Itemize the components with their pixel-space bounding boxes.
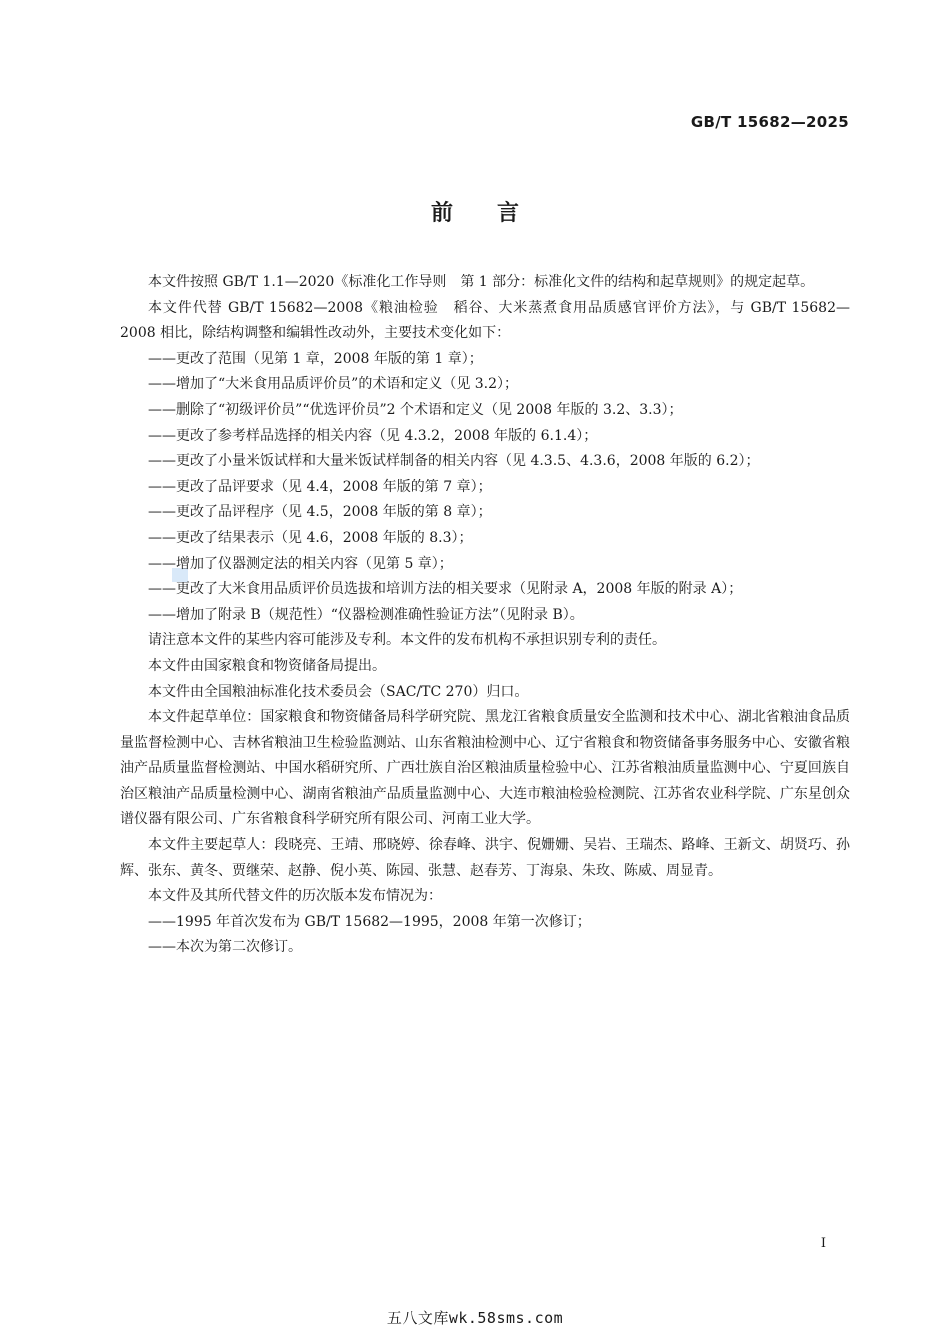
paragraph-replaces: 本文件代替 GB/T 15682—2008《粮油检验 稻谷、大米蒸煮食用品质感官评价方法》，与 GB/T 15682—2008 相比，除结构调整和编辑性改动外，主要技术变化如下： bbox=[120, 299, 850, 342]
page-title: 前言 bbox=[430, 201, 563, 226]
change-item: ——更改了品评程序（见 4.5，2008 年版的第 8 章）； bbox=[148, 504, 492, 521]
change-item: ——删除了“初级评价员”“优选评价员”2 个术语和定义（见 2008 年版的 3.2、3.3）； bbox=[148, 401, 683, 418]
paragraph-drafting-units: 本文件起草单位：国家粮食和物资储备局科学研究院、黑龙江省粮食质量安全监测和技术中心、湖北省粮油食品质量监督检测中心、吉林省粮油卫生检验监测站、山东省粮油检测中心、辽宁省粮食和物资储备事务服务中心、安徽省粮油产品质量监督检测站、中国水稻研究所、广西壮族自治区粮油质量检验中心、江苏省粮油质量监测中心、宁夏回族自治区粮油产品质量检测中心、湖南省粮油产品质量监测中心、大连市粮油检验检测院、江苏省农业科学院、广东星创众谱仪器有限公司、广东省粮食科学研究所有限公司、河南工业大学。 bbox=[120, 709, 850, 828]
foreword-body bbox=[120, 270, 850, 961]
change-item: ——增加了附录 B（规范性）“仪器检测准确性验证方法”（见附录 B）。 bbox=[148, 606, 584, 623]
page-number: I bbox=[820, 1236, 826, 1251]
change-item: ——增加了仪器测定法的相关内容（见第 5 章）； bbox=[148, 555, 453, 572]
history-item: ——本次为第二次修订。 bbox=[148, 939, 302, 956]
watermark-footer: 五八文库wk.58sms.com bbox=[386, 1309, 564, 1327]
change-item: ——增加了“大米食用品质评价员”的术语和定义（见 3.2）； bbox=[148, 376, 519, 393]
change-item: ——更改了品评要求（见 4.4，2008 年版的第 7 章）； bbox=[148, 478, 492, 495]
history-item: ——1995 年首次发布为 GB/T 15682—1995，2008 年第一次修订； bbox=[148, 913, 591, 930]
paragraph-patent-notice: 请注意本文件的某些内容可能涉及专利。本文件的发布机构不承担识别专利的责任。 bbox=[148, 632, 666, 649]
paragraph-history-intro: 本文件及其所代替文件的历次版本发布情况为： bbox=[148, 888, 442, 905]
paragraph-committee: 本文件由全国粮油标准化技术委员会（SAC/TC 270）归口。 bbox=[148, 683, 529, 700]
change-item: ——更改了参考样品选择的相关内容（见 4.3.2，2008 年版的 6.1.4）； bbox=[148, 427, 598, 444]
paragraph-drafting-rules: 本文件按照 GB/T 1.1—2020《标准化工作导则 第 1 部分：标准化文件的结构和起草规则》的规定起草。 bbox=[148, 274, 815, 290]
change-item: ——更改了结果表示（见 4.6，2008 年版的 8.3）； bbox=[148, 529, 473, 546]
paragraph-drafters: 本文件主要起草人：段晓亮、王靖、邢晓婷、徐春峰、洪宇、倪姗姗、吴岩、王瑞杰、路峰、王新文、胡贤巧、孙辉、张东、黄冬、贾继荣、赵静、倪小英、陈园、张慧、赵春芳、丁海泉、朱玫、陈威、周显青。 bbox=[120, 837, 850, 879]
standard-number: GB/T 15682—2025 bbox=[690, 113, 849, 131]
paragraph-proposer: 本文件由国家粮食和物资储备局提出。 bbox=[148, 657, 386, 674]
change-item: ——更改了小量米饭试样和大量米饭试样制备的相关内容（见 4.3.5、4.3.6，2008 年版的 6.2）； bbox=[148, 453, 760, 470]
change-item: ——更改了范围（见第 1 章，2008 年版的第 1 章）； bbox=[148, 350, 483, 367]
change-item: ——更改了大米食用品质评价员选拔和培训方法的相关要求（见附录 A，2008 年版的附录 A）； bbox=[148, 581, 743, 598]
